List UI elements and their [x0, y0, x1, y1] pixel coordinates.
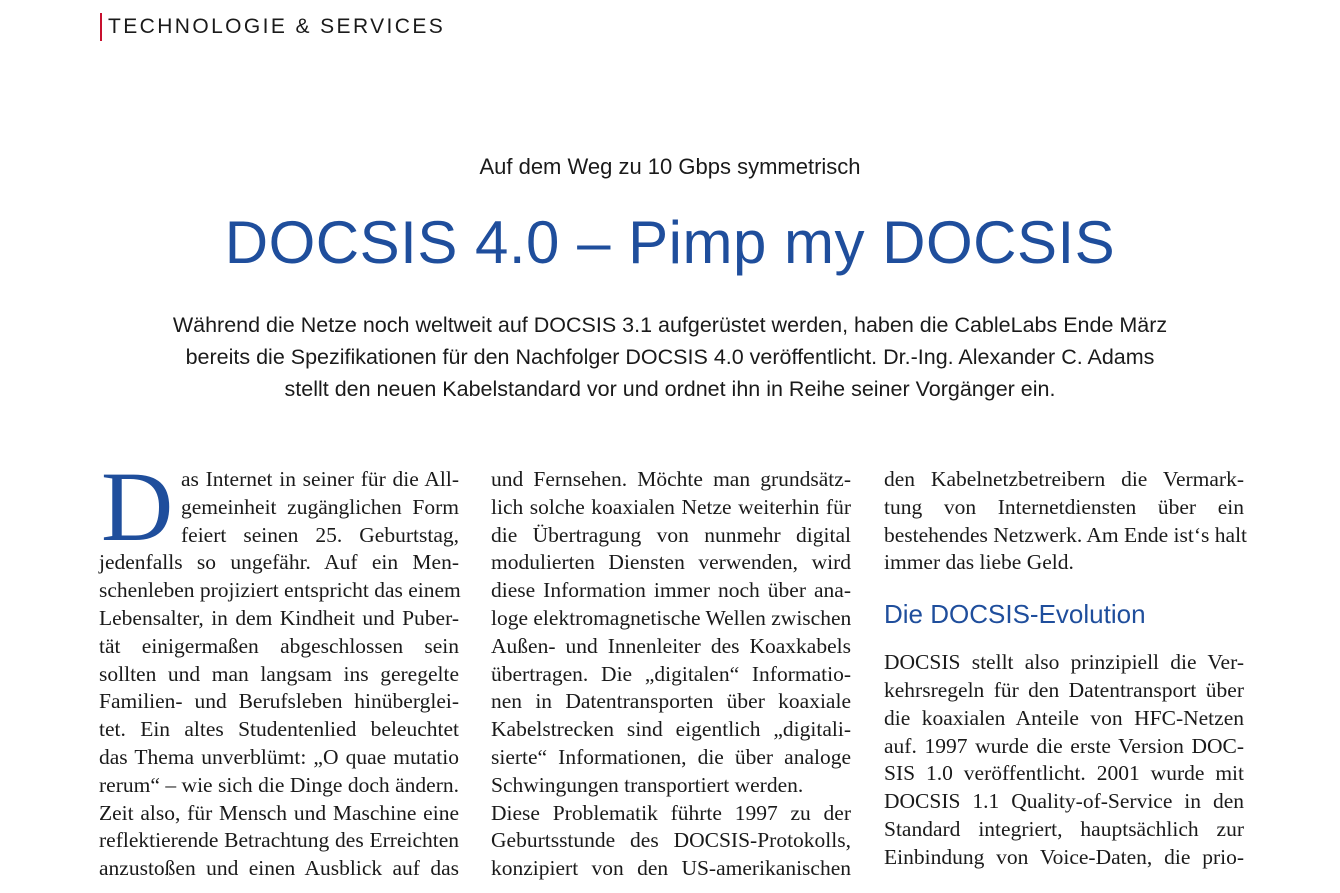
section-subheading: Die DOCSIS-Evolution	[884, 599, 1146, 630]
text-line: gemeinheit zugänglichen Form	[181, 494, 459, 519]
text-line: reflektierende Betrachtung des Erreichten	[99, 828, 459, 853]
text-line: Diese Problematik führte 1997 zu der	[491, 800, 851, 825]
article-kicker: Auf dem Weg zu 10 Gbps symmetrisch	[479, 154, 861, 179]
text-line: immer das liebe Geld.	[884, 550, 1074, 575]
article-headline: DOCSIS 4.0 – Pimp my DOCSIS	[224, 209, 1116, 276]
text-line: bestehendes Netzwerk. Am Ende ist‘s halt	[884, 522, 1248, 547]
text-line: Einbindung von Voice-Daten, die prio-	[884, 844, 1244, 869]
text-line: Kabelstrecken sind eigentlich „digitali-	[491, 717, 851, 742]
text-line: auf. 1997 wurde die erste Version DOC-	[884, 733, 1244, 758]
section-accent-bar	[100, 13, 102, 41]
text-line: die Übertragung von nunmehr digital	[491, 522, 851, 547]
text-line: Standard integriert, hauptsächlich zur	[884, 816, 1244, 841]
text-line: Familien- und Berufsleben hinüberglei-	[99, 689, 459, 714]
text-line: nen in Datentransporten über koaxiale	[491, 689, 851, 714]
text-line: Lebensalter, in dem Kindheit und Puber-	[99, 605, 459, 630]
lead-line: stellt den neuen Kabelstandard vor und ordnet ihn in Reihe seiner Vorgänger ein.	[284, 377, 1056, 401]
text-line: tet. Ein altes Studentenlied beleuchtet	[99, 717, 459, 742]
text-line: Außen- und Innenleiter des Koaxkabels	[491, 633, 851, 658]
text-line: die koaxialen Anteile von HFC-Netzen	[884, 705, 1244, 730]
text-line: Zeit also, für Mensch und Maschine eine	[99, 800, 459, 825]
text-line: modulierten Diensten verwenden, wird	[491, 550, 851, 575]
text-line: übertragen. Die „digitalen“ Informatio-	[491, 661, 851, 686]
section-header	[100, 12, 445, 42]
text-line: schenleben projiziert entspricht das einem	[99, 578, 461, 603]
text-line: DOCSIS 1.1 Quality-of-Service in den	[884, 789, 1244, 814]
text-line: loge elektromagnetische Wellen zwischen	[491, 605, 852, 630]
text-line: tät einigermaßen abgeschlossen sein	[99, 633, 459, 658]
lead-line: Während die Netze noch weltweit auf DOCSIS 3.1 aufgerüstet werden, haben die CableLabs Ende März	[172, 313, 1168, 337]
text-line: sierte“ Informationen, die über analoge	[491, 744, 851, 769]
body-column-3	[884, 466, 1248, 872]
text-line: das Thema unverblümt: „O quae mutatio	[99, 744, 459, 769]
article-lead	[120, 309, 1220, 405]
text-line: sollten und man langsam ins geregelte	[99, 661, 459, 686]
text-line: SIS 1.0 veröffentlicht. 2001 wurde mit	[884, 761, 1244, 786]
text-line: diese Information immer noch über ana-	[491, 578, 851, 603]
text-line: rerum“ – wie sich die Dinge doch ändern.	[99, 772, 459, 797]
text-line: jedenfalls so ungefähr. Auf ein Men-	[99, 550, 459, 575]
text-line: den Kabelnetzbetreibern die Vermark-	[884, 467, 1244, 491]
text-line: Geburtsstunde des DOCSIS-Protokolls,	[491, 828, 851, 853]
text-line: feiert seinen 25. Geburtstag,	[181, 522, 459, 547]
text-line: lich solche koaxialen Netze weiterhin für	[491, 494, 851, 519]
text-line: as Internet in seiner für die All-	[181, 467, 459, 491]
text-line: konzipiert von den US-amerikanischen	[491, 856, 851, 881]
text-line: tung von Internetdiensten über ein	[884, 494, 1244, 519]
lead-line: bereits die Spezifikationen für den Nachfolger DOCSIS 4.0 veröffentlicht. Dr.-Ing. Alexander C. Adams	[185, 345, 1155, 369]
text-line: Schwingungen transportiert werden.	[491, 772, 804, 797]
dropcap: D	[101, 451, 174, 562]
text-line: und Fernsehen. Möchte man grundsätz-	[491, 467, 851, 491]
text-line: DOCSIS stellt also prinzipiell die Ver-	[884, 650, 1244, 675]
text-line: kehrsregeln für den Datentransport über	[884, 677, 1244, 702]
body-column-1	[99, 451, 461, 883]
text-line: anzustoßen und einen Ausblick auf das	[99, 856, 459, 881]
body-column-2	[491, 466, 851, 883]
section-label: TECHNOLOGIE & SERVICES	[108, 15, 446, 38]
